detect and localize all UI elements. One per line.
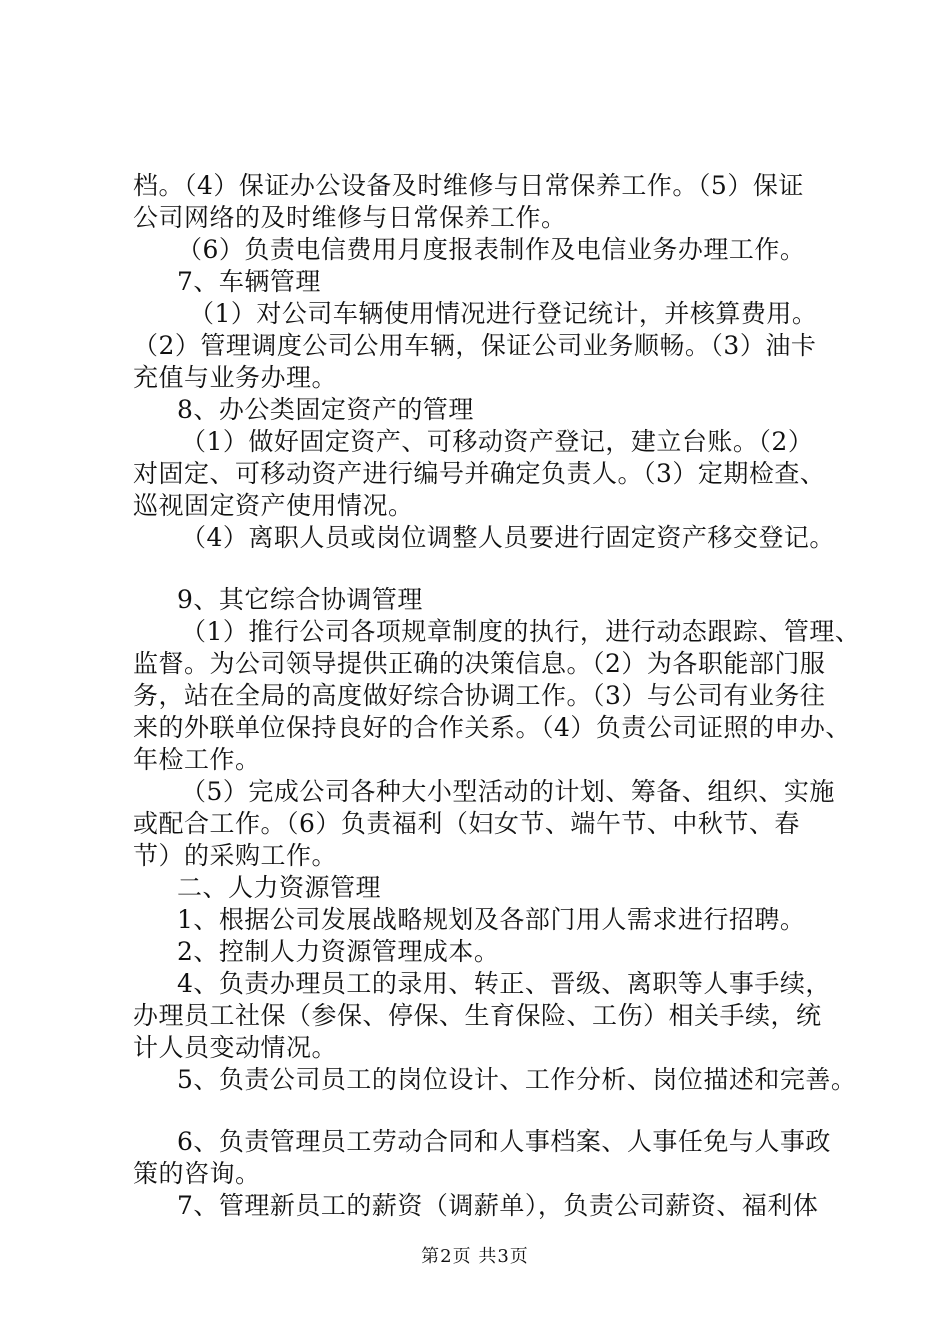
paragraph-line: 2、控制人力资源管理成本。 bbox=[177, 937, 500, 966]
paragraph-line: 年检工作。 bbox=[133, 745, 261, 774]
paragraph-line: 策的咨询。 bbox=[133, 1159, 261, 1188]
document-body bbox=[133, 170, 861, 1222]
section-heading: 二、人力资源管理 bbox=[177, 873, 382, 902]
paragraph-line: 5、负责公司员工的岗位设计、工作分析、岗位描述和完善。 bbox=[177, 1065, 857, 1094]
paragraph-line: （2）管理调度公司公用车辆，保证公司业务顺畅。（3）油卡 bbox=[133, 331, 817, 360]
paragraph-line: （1）做好固定资产、可移动资产登记，建立台账。（2） bbox=[181, 427, 814, 456]
paragraph-line: 公司网络的及时维修与日常保养工作。 bbox=[133, 203, 567, 232]
paragraph-line: 或配合工作。（6）负责福利（妇女节、端午节、中秋节、春 bbox=[133, 809, 800, 838]
paragraph-line: 7、管理新员工的薪资（调薪单），负责公司薪资、福利体 bbox=[177, 1191, 819, 1220]
paragraph-line: 节）的采购工作。 bbox=[133, 841, 338, 870]
paragraph-line: 巡视固定资产使用情况。 bbox=[133, 491, 414, 520]
section-heading: 7、车辆管理 bbox=[177, 267, 321, 296]
paragraph-line: （1）对公司车辆使用情况进行登记统计，并核算费用。 bbox=[189, 299, 818, 328]
paragraph-line: 档。（4）保证办公设备及时维修与日常保养工作。（5）保证 bbox=[133, 171, 804, 200]
paragraph-gap bbox=[133, 1096, 833, 1126]
paragraph-line: （1）推行公司各项规章制度的执行，进行动态跟踪、管理、 bbox=[181, 617, 861, 646]
paragraph-line: （5）完成公司各种大小型活动的计划、筹备、组织、实施 bbox=[181, 777, 835, 806]
paragraph-line: 监督。为公司领导提供正确的决策信息。（2）为各职能部门服 bbox=[133, 649, 826, 678]
paragraph-line: 对固定、可移动资产进行编号并确定负责人。（3）定期检查、 bbox=[133, 459, 826, 488]
paragraph-line: 4、负责办理员工的录用、转正、晋级、离职等人事手续， bbox=[177, 969, 831, 998]
paragraph-line: 1、根据公司发展战略规划及各部门用人需求进行招聘。 bbox=[177, 905, 806, 934]
page-number-footer: 第2页 共3页 bbox=[421, 1246, 529, 1267]
section-heading: 8、办公类固定资产的管理 bbox=[177, 395, 474, 424]
paragraph-line: 来的外联单位保持良好的合作关系。（4）负责公司证照的申办、 bbox=[133, 713, 851, 742]
paragraph-line: 充值与业务办理。 bbox=[133, 363, 338, 392]
paragraph-line: 办理员工社保（参保、停保、生育保险、工伤）相关手续，统 bbox=[133, 1001, 822, 1030]
section-heading: 9、其它综合协调管理 bbox=[177, 585, 423, 614]
paragraph-line: 务，站在全局的高度做好综合协调工作。（3）与公司有业务往 bbox=[133, 681, 826, 710]
paragraph-line: （4）离职人员或岗位调整人员要进行固定资产移交登记。 bbox=[181, 523, 835, 552]
paragraph-line: 计人员变动情况。 bbox=[133, 1033, 338, 1062]
paragraph-line: 6、负责管理员工劳动合同和人事档案、人事任免与人事政 bbox=[177, 1127, 831, 1156]
paragraph-line: （6）负责电信费用月度报表制作及电信业务办理工作。 bbox=[177, 235, 806, 264]
paragraph-gap bbox=[133, 554, 833, 584]
